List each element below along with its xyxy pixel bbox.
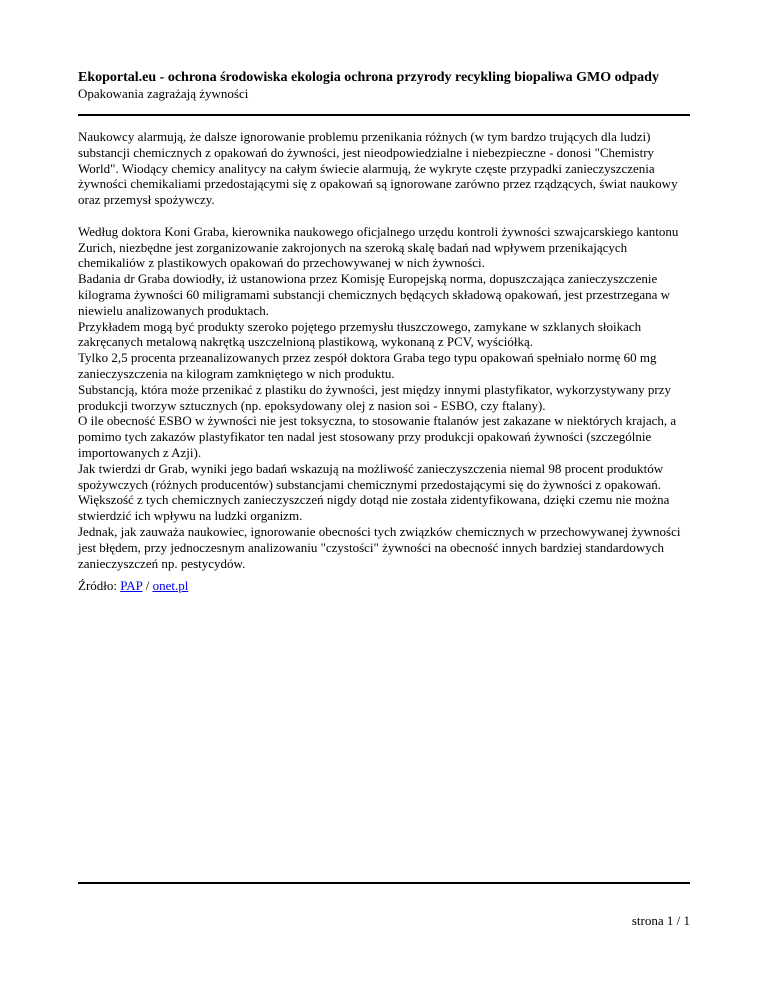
article-paragraph: Jednak, jak zauważa naukowiec, ignorowanie obecności tych związków chemicznych w przechowywanej żywności jest błędem, przy jednoczesnym analizowaniu "czystości" żywności na obecność innych bardziej standardowych zanieczyszczeń np. pestycydów. — [78, 523, 681, 571]
article-paragraph: Badania dr Graba dowiodły, iż ustanowiona przez Komisję Europejską norma, dopuszczająca zanieczyszczenie kilograma żywności 60 miligramami substancji chemicznych będących składową opakowań, jest przestrzegana w niewielu analizowanych produktach. — [78, 271, 671, 318]
source-line — [78, 578, 188, 594]
article-paragraph: Tylko 2,5 procenta przeanalizowanych przez zespół doktora Graba tego typu opakowań spełniało normę 60 mg zanieczyszczenia na kilogram zamkniętego w nich produktu. — [78, 350, 657, 381]
article-paragraph: Substancją, która może przenikać z plastiku do żywności, jest między innymi plastyfikator, wykorzystywany przy produkcji tworzyw sztucznych (np. epoksydowany olej z nasion soi - ESBO, czy ftalany). — [78, 381, 671, 413]
source-separator: / — [142, 578, 153, 593]
site-title: Ekoportal.eu - ochrona środowiska ekologia ochrona przyrody recykling biopaliwa GMO odpady — [78, 70, 659, 85]
article-paragraph: Jak twierdzi dr Grab, wyniki jego badań wskazują na możliwość zanieczyszczenia niemal 98 procent produktów spożywczych (różnych producentów) substancjami chemicznymi przedostającymi się do żywności z opakowań. — [78, 460, 664, 492]
article-title: Opakowania zagrażają żywności — [78, 86, 249, 101]
article-paragraph: O ile obecność ESBO w żywności nie jest toksyczna, to stosowanie ftalanów jest zakazane w niektórych krajach, a pomimo tych zakazów plastyfikator ten nadal jest stosowany przy produkcji opakowań żywności (szczególnie importowanych z Azji). — [78, 413, 677, 460]
article-body — [78, 129, 690, 571]
article-paragraph: Według doktora Koni Graba, kierownika naukowego oficjalnego urzędu kontroli żywności szwajcarskiego kantonu Zurich, niezbędne jest zorganizowanie zakrojonych na szeroką skalę badań nad wpływem przenikających chemikaliów z plastikowych opakowań do przechowywanej w nich żywności. — [78, 223, 679, 271]
document-page — [78, 0, 690, 994]
article-paragraph: Większość z tych chemicznych zanieczyszczeń nigdy dotąd nie została zidentyfikowana, dzięki czemu nie można stwierdzić ich wpływu na ludzki organizm. — [78, 492, 670, 524]
article-paragraph: Przykładem mogą być produkty szeroko pojętego przemysłu tłuszczowego, zamykane w szklanych słoikach zakręcanych metalową nakrętką uszczelnioną plastikową, wykonaną z PCV, wyściółką. — [78, 318, 642, 350]
intro-paragraph: Naukowcy alarmują, że dalsze ignorowanie problemu przenikania różnych (w tym bardzo trujących dla ludzi) substancji chemicznych z opakowań do żywności, jest nieodpowiedzialne i niebezpieczne - donosi "Chemistry World". Wiodący chemicy analitycy na całym świecie alarmują, że wykryte częste przypadki zanieczyszczenia żywności chemikaliami przedostającymi się z opakowań są ignorowane zarówno przez rządzących, świat naukowy oraz przemysł spożywczy. — [78, 129, 678, 208]
source-label: Źródło: — [78, 578, 121, 593]
source-link-onet[interactable]: onet.pl — [152, 578, 189, 593]
header-divider — [78, 114, 690, 116]
footer-divider — [78, 882, 690, 884]
source-link-pap[interactable]: PAP — [120, 578, 143, 593]
page-number: strona 1 / 1 — [631, 913, 690, 928]
